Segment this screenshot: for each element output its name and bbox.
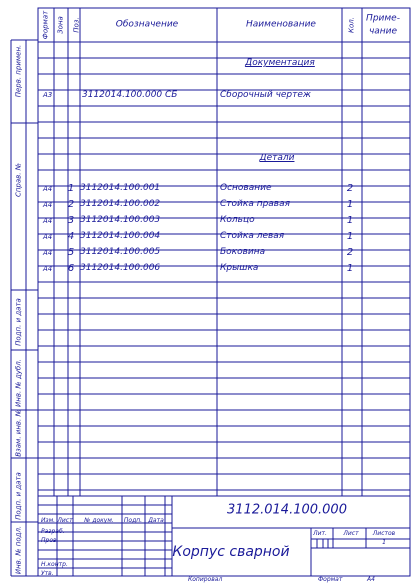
strip-sign-date-2: Подп. и дата [14,472,23,520]
strip-inv-orig: Инв. № подл. [14,525,23,575]
row-name: Сборочный чертеж [220,90,312,100]
row-designation: 3112014.100.006 [80,263,161,273]
strip-inv-dubl: Инв. № дубл. [14,359,23,407]
row-pos: 5 [67,247,75,258]
header-zone: Зона [56,16,65,34]
header-format: Формат [41,10,50,40]
header-designation: Обозначение [115,19,179,30]
label-razrab: Разраб. [41,528,65,535]
section-documentation: Документация [245,58,315,68]
label-prov: Пров. [41,537,59,544]
row-qty: 2 [346,247,354,258]
row-qty: 2 [346,183,354,194]
row-format: А4 [43,265,53,273]
col-izm: Изм. [40,517,56,524]
row-format: А3 [43,91,53,99]
col-date: Дата [148,517,164,524]
header-pos: Поз. [72,17,81,33]
section-parts: Детали [259,153,295,163]
row-designation: 3112014.100.001 [80,183,161,193]
header-qty: Кол. [347,17,356,33]
row-qty: 1 [346,263,354,274]
row-format: А4 [43,249,53,257]
footer-format-value: А4 [367,576,375,583]
row-name: Стойка левая [220,231,285,241]
row-designation: 3112014.100.005 [80,247,161,257]
row-qty: 1 [346,231,354,242]
row-name: Основание [220,183,272,193]
row-name: Стойка правая [220,199,291,209]
row-format: А4 [43,233,53,241]
row-format: А4 [43,201,53,209]
label-listov: Листов [372,530,396,537]
row-format: А4 [43,217,53,225]
row-pos: 2 [67,199,75,210]
row-designation: 3112014.100.003 [80,215,161,225]
strip-first-use: Перв. примен. [14,44,23,98]
footer-format-label: Формат [318,576,343,583]
value-listov: 1 [382,539,386,546]
col-ndoc: № докум. [84,517,114,524]
row-pos: 1 [67,183,75,194]
footer-copied: Копировал [188,576,223,583]
header-note-line2: чание [368,26,398,37]
strip-ref-no: Справ. № [14,162,23,198]
row-qty: 1 [346,215,354,226]
strip-vzam-inv: Взам. инв. № [14,409,23,457]
row-name: Боковина [220,247,266,257]
row-name: Крышка [220,263,259,273]
label-n-kontr: Н.контр. [41,561,68,568]
row-name: Кольцо [220,215,255,225]
col-list: Лист [57,517,73,524]
row-designation: 3112014.100.000 СБ [82,90,178,100]
row-qty: 1 [346,199,354,210]
row-pos: 3 [67,215,75,226]
doc-title: Корпус сварной [172,544,290,560]
col-sign: Подп. [123,517,143,524]
header-name: Наименование [246,19,316,30]
label-lit: Лит. [313,530,327,537]
strip-sign-date-1: Подп. и дата [14,298,23,346]
row-pos: 4 [67,231,75,242]
row-designation: 3112014.100.002 [80,199,161,209]
doc-number: 3112.014.100.000 [227,502,347,518]
label-utv: Утв. [41,570,54,577]
label-list: Лист [343,530,359,537]
row-pos: 6 [67,263,75,274]
header-note-line1: Приме- [366,13,400,24]
row-format: А4 [43,185,53,193]
row-designation: 3112014.100.004 [80,231,161,241]
